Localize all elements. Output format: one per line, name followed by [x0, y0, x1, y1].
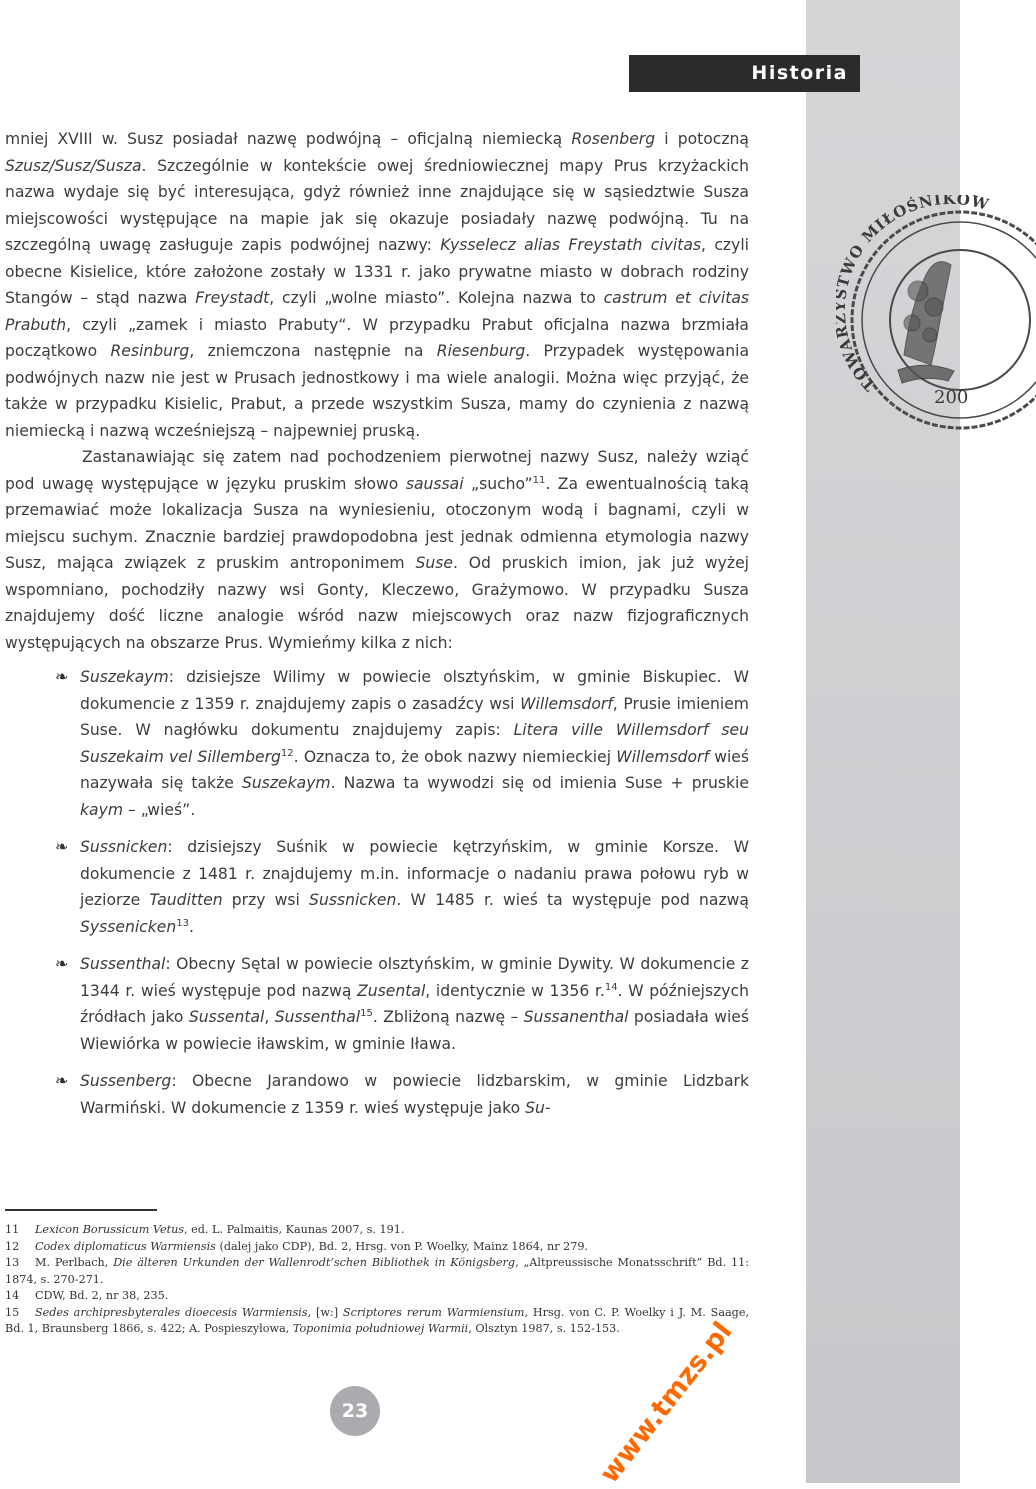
paragraph: mniej XVIII w. Susz posiadał nazwę podwójną – oficjalną niemiecką Rosenberg i potoczną Szusz/Susz/Susza. Szczególnie w kontekście owej średniowiecznej mapy Prus krzyżackich nazwa wydaje się być interesująca, gdyż również inne znajdujące się w sąsiedztwie Susza miejscowości występujące na mapie jak się okazuje posiadały nazwę podwójną. Tu na szczególną uwagę zasługuje zapis podwójnej nazwy: Kysselecz alias Freystath civitas, czyli obecne Kisielice, które założone zostały w 1331 r. jako prywatne miasto w dobrach rodziny Stangów – stąd nazwa Freystadt, czyli „wolne miasto”. Kolejna nazwa to castrum et civitas Prabuth, czyli „zamek i miasto Prabuty“. W przypadku Prabut oficjalna nazwa brzmiała początkowo Resinburg, zniemczona następnie na Riesenburg. Przypadek występowania podwójnych nazw nie jest w Prusach jednostkowy i ma wiele analogii. Można więc przyjąć, że także w przypadku Kisielic, Prabut, a przede wszystkim Susza, mamy do czynienia z nazwą niemiecką i nazwą wcześniejszą – najpewniej pruską. — [5, 130, 750, 440]
footnote-text: Codex diplomaticus Warmiensis (dalej jako CDP), Bd. 2, Hrsg. von P. Woelky, Mainz 1864, nr 279. — [35, 1239, 589, 1253]
list-item — [5, 951, 749, 1057]
footnote-number: 14 — [5, 1289, 20, 1302]
section-header: Historia — [629, 55, 860, 92]
paragraph: Zastanawiając się zatem nad pochodzeniem pierwotnej nazwy Susz, należy wziąć pod uwagę występujące w języku pruskim słowo saussai „sucho”$^{11}$. Za ewentualnością taką przemawiać może lokalizacja Susza na wyniesieniu, otoczonym wodą i bagnami, czyli w miejscu suchym. Znacznie bardziej prawdopodobna jest jednak odmienna etymologia nazwy Susz, mająca związek z pruskim antroponimem Suse. Od pruskich imion, jak już wyżej wspomniano, pochodziły nazwy wsi Gonty, Kleczewo, Grażymowo. W przypadku Susza znajdujemy dość liczne analogie wśród nazw miejscowych oraz nazw fizjograficznych występujących na obszarze Prus. Wymieńmy kilka z nich: — [5, 448, 749, 652]
list-item-text: Sussnicken: dzisiejszy Suśnik w powiecie kętrzyńskim, w gminie Korsze. W dokumencie z 1481 r. znajdujemy m.in. informacje o nadaniu prawa połowu ryb w jeziorze Tauditten przy wsi Sussnicken. W 1485 r. wieś ta występuje pod nazwą Syssenicken$^{13}$. — [80, 838, 749, 936]
footnote-number: 11 — [5, 1223, 20, 1236]
footnote-divider — [5, 1209, 157, 1211]
footnote — [5, 1288, 749, 1305]
list-item-text: Sussenberg: Obecne Jarandowo w powiecie lidzbarskim, w gminie Lidzbark Warmiński. W dokumencie z 1359 r. wieś występuje jako Su- — [80, 1072, 749, 1117]
list-item — [5, 1068, 749, 1121]
seal-arc-text: TOWA WO MIŁOŚNIKÓW — [836, 195, 992, 395]
article-body — [5, 126, 749, 1132]
fleuron-bullet-icon: ❧ — [55, 667, 69, 686]
list-item-text: Sussenthal: Obecny Sętal w powiecie olsztyńskim, w gminie Dywity. W dokumencie z 1344 r. wieś występuje pod nazwą Zusental, identycznie w 1356 r.$^{14}$. W późniejszych źródłach jako Sussental, Sussenthal$^{15}$. Zbliżoną nazwę – Sussanenthal posiadała wieś Wiewiórka w powiecie iławskim, w gminie Iława. — [80, 955, 750, 1053]
footnote-number: 15 — [5, 1305, 20, 1319]
footnotes — [5, 1222, 749, 1338]
place-name-list — [5, 664, 749, 1121]
footnote-text: CDW, Bd. 2, nr 38, 235. — [35, 1289, 169, 1302]
list-item — [5, 834, 749, 940]
seal-year: 200 — [934, 387, 969, 408]
fleuron-bullet-icon: ❧ — [55, 954, 69, 973]
footnote-text: Lexicon Borussicum Vetus, ed. L. Palmaitis, Kaunas 2007, s. 191. — [35, 1223, 405, 1236]
footnote-text: M. Perlbach, Die älteren Urkunden der Wallenrodt’schen Bibliothek in Königsberg, „Altpreussische Monatsschrift” Bd. 11: 1874, s. 270-271. — [5, 1256, 750, 1286]
footnote-number: 12 — [5, 1239, 20, 1253]
list-item — [5, 664, 749, 823]
list-item-text: Suszekaym: dzisiejsze Wilimy w powiecie olsztyńskim, w gminie Biskupiec. W dokumencie z 1359 r. znajdujemy zapis o zasadźcy wsi Willemsdorf, Prusie imieniem Suse. W nagłówku dokumentu znajdujemy zapis: Litera ville Willemsdorf seu Suszekaim vel Sillemberg$^{12}$. Oznacza to, że obok nazwy niemieckiej Willemsdorf wieś nazywała się także Suszekaym. Nazwa ta wywodzi się od imienia Suse + pruskie kaym – „wieś”. — [80, 668, 749, 819]
footnote-number: 13 — [5, 1256, 20, 1269]
footnote — [5, 1239, 749, 1256]
page-number: 23 — [330, 1386, 380, 1436]
footnote — [5, 1255, 749, 1288]
footnote — [5, 1305, 749, 1338]
society-seal-image — [836, 195, 992, 435]
fleuron-bullet-icon: ❧ — [55, 1071, 69, 1090]
footnote-text: Sedes archipresbyterales dioecesis Warmiensis, [w:] Scriptores rerum Warmiensium, Hrsg. von C. P. Woelky i J. M. Saage, Bd. 1, Braunsberg 1866, s. 422; A. Pospieszyłowa, Toponimia południowej Warmii, Olsztyn 1987, s. 152-153. — [5, 1305, 749, 1335]
footnote — [5, 1222, 749, 1239]
website-watermark: www.tmzs.pl — [594, 1316, 739, 1489]
fleuron-bullet-icon: ❧ — [55, 837, 69, 856]
